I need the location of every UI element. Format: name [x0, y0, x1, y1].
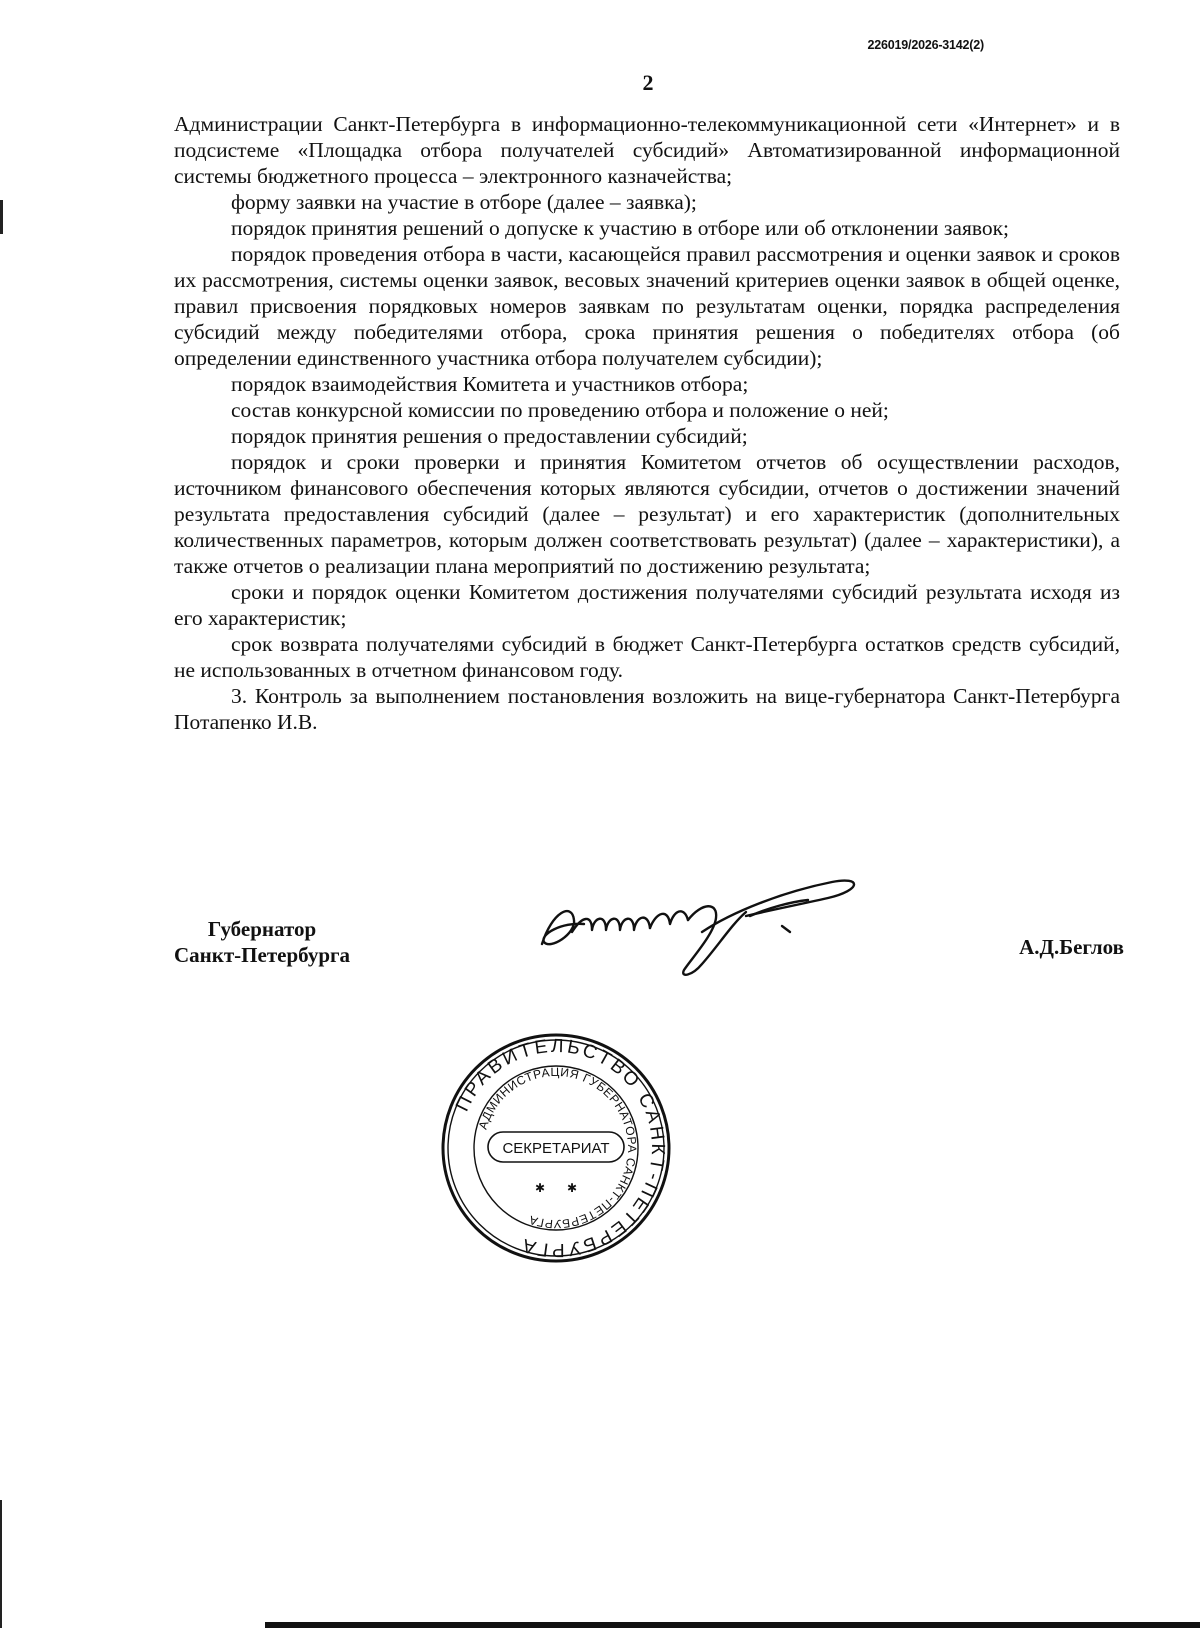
scan-edge-mark — [0, 200, 3, 234]
document-body — [174, 111, 1120, 735]
seal-star-icon: ✱ — [566, 1181, 578, 1195]
paragraph: 3. Контроль за выполнением постановления возложить на вице-губернатора Санкт-Петербурга Потапенко И.В. — [174, 684, 1120, 734]
signatory-title — [174, 916, 350, 968]
paragraph: срок возврата получателями субсидий в бюджет Санкт-Петербурга остатков средств субсидий, не использованных в отчетном финансовом году. — [174, 632, 1120, 682]
paragraph: состав конкурсной комиссии по проведению отбора и положение о ней; — [231, 398, 889, 422]
paragraph: порядок и сроки проверки и принятия Комитетом отчетов об осуществлении расходов, источником финансового обеспечения которых являются субсидии, отчетов о достижении значений результата предоставления субсидий (далее – результат) и его характеристик (дополнительных количественных параметров, которым должен соответствовать результат) (далее – характеристики), а также отчетов о реализации плана мероприятий по достижению результата; — [174, 450, 1120, 578]
seal-star-icon: ✱ — [534, 1181, 546, 1195]
paragraph: порядок взаимодействия Комитета и участников отбора; — [231, 372, 749, 396]
paragraph: сроки и порядок оценки Комитетом достижения получателями субсидий результата исходя из его характеристик; — [174, 580, 1120, 630]
scan-bottom-edge — [265, 1622, 1200, 1628]
document-id: 226019/2026-3142(2) — [867, 38, 984, 52]
seal-outer-text: ПРАВИТЕЛЬСТВО САНКТ-ПЕТЕРБУРГА — [452, 1035, 669, 1261]
handwritten-signature — [532, 872, 862, 982]
scan-edge-mark — [0, 1500, 2, 1628]
seal-center-text: СЕКРЕТАРИАТ — [502, 1140, 610, 1157]
page-number: 2 — [642, 70, 654, 95]
seal-inner-text: АДМИНИСТРАЦИЯ ГУБЕРНАТОРА САНКТ-ПЕТЕРБУРГА — [475, 1064, 640, 1232]
paragraph: Администрации Санкт-Петербурга в информационно-телекоммуникационной сети «Интернет» и в подсистеме «Площадка отбора получателей субсидий» Автоматизированной информационной системы бюджетного процесса – электронного казначейства; — [174, 112, 1120, 188]
signatory-title-line: Санкт-Петербурга — [174, 943, 351, 967]
paragraph: порядок принятия решений о допуске к участию в отборе или об отклонении заявок; — [231, 216, 1010, 240]
signatory-name: А.Д.Беглов — [1019, 935, 1124, 959]
signatory-title-line: Губернатор — [207, 917, 317, 941]
paragraph: порядок принятия решения о предоставлении субсидий; — [231, 424, 748, 448]
paragraph: порядок проведения отбора в части, касающейся правил рассмотрения и оценки заявок и сроков их рассмотрения, системы оценки заявок, весовых значений критериев оценки заявок в общей оценке, правил присвоения порядковых номеров заявкам по результатам оценки, порядка распределения субсидий между победителями отбора, срока принятия решения о победителях отбора (об определении единственного участника отбора получателем субсидии); — [174, 242, 1120, 370]
official-seal-icon — [440, 1032, 672, 1264]
paragraph: форму заявки на участие в отборе (далее – заявка); — [231, 190, 697, 214]
